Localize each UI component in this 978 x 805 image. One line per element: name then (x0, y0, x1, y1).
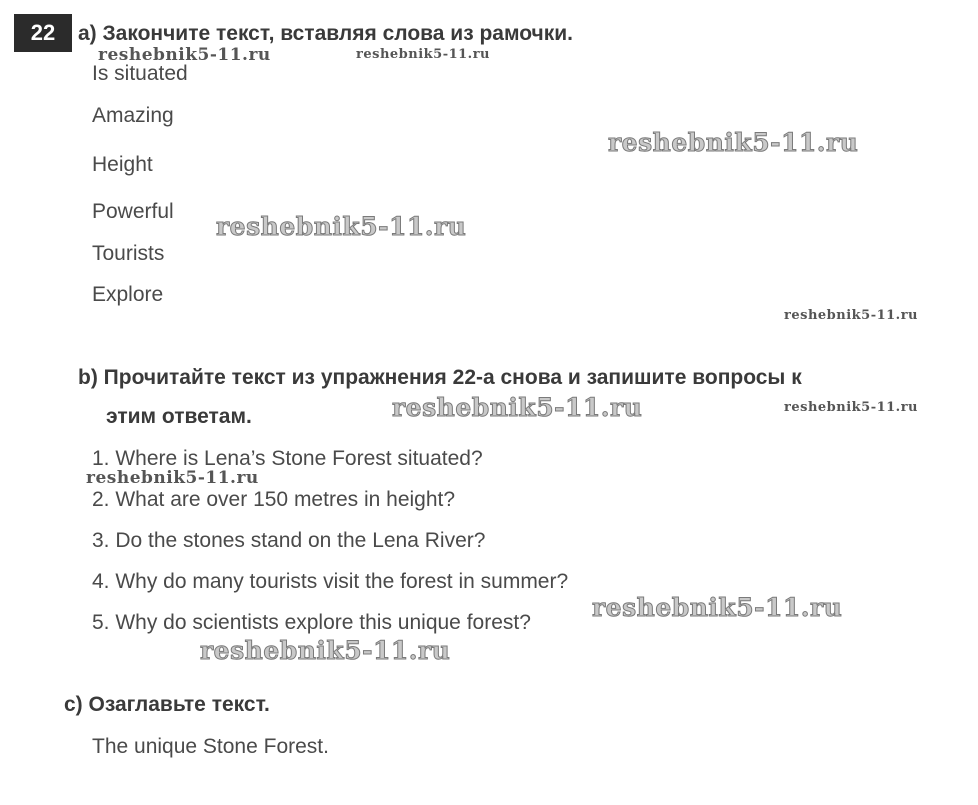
question-item: 5. Why do scientists explore this unique forest? (92, 611, 531, 634)
exercise-number-badge: 22 (14, 14, 72, 52)
watermark: reshebnik5-11.ru (608, 128, 859, 157)
watermark: reshebnik5-11.ru (392, 393, 643, 422)
word-item: Tourists (92, 242, 165, 265)
word-item: Explore (92, 283, 164, 306)
watermark: reshebnik5-11.ru (592, 593, 843, 622)
part-b-heading-line2: этим ответам. (106, 405, 252, 428)
watermark: reshebnik5-11.ru (356, 47, 491, 62)
question-item: 4. Why do many tourists visit the forest in summer? (92, 570, 569, 593)
watermark: reshebnik5-11.ru (86, 468, 259, 488)
part-c-answer: The unique Stone Forest. (92, 735, 329, 758)
question-item: 2. What are over 150 metres in height? (92, 488, 456, 511)
watermark: reshebnik5-11.ru (784, 400, 919, 415)
question-item: 3. Do the stones stand on the Lena River? (92, 529, 486, 552)
watermark: reshebnik5-11.ru (200, 636, 451, 665)
part-a-heading: a) Закончите текст, вставляя слова из рамочки. (78, 22, 573, 45)
part-c-heading: c) Озаглавьте текст. (64, 693, 270, 716)
watermark: reshebnik5-11.ru (216, 212, 467, 241)
word-item: Amazing (92, 104, 174, 127)
word-item: Powerful (92, 200, 174, 223)
watermark: reshebnik5-11.ru (98, 45, 271, 65)
word-item: Is situated (92, 62, 188, 85)
watermark: reshebnik5-11.ru (784, 308, 919, 323)
part-b-heading-line1: b) Прочитайте текст из упражнения 22-а снова и запишите вопросы к (78, 366, 802, 389)
word-item: Height (92, 153, 153, 176)
question-item: 1. Where is Lena’s Stone Forest situated? (92, 447, 483, 470)
